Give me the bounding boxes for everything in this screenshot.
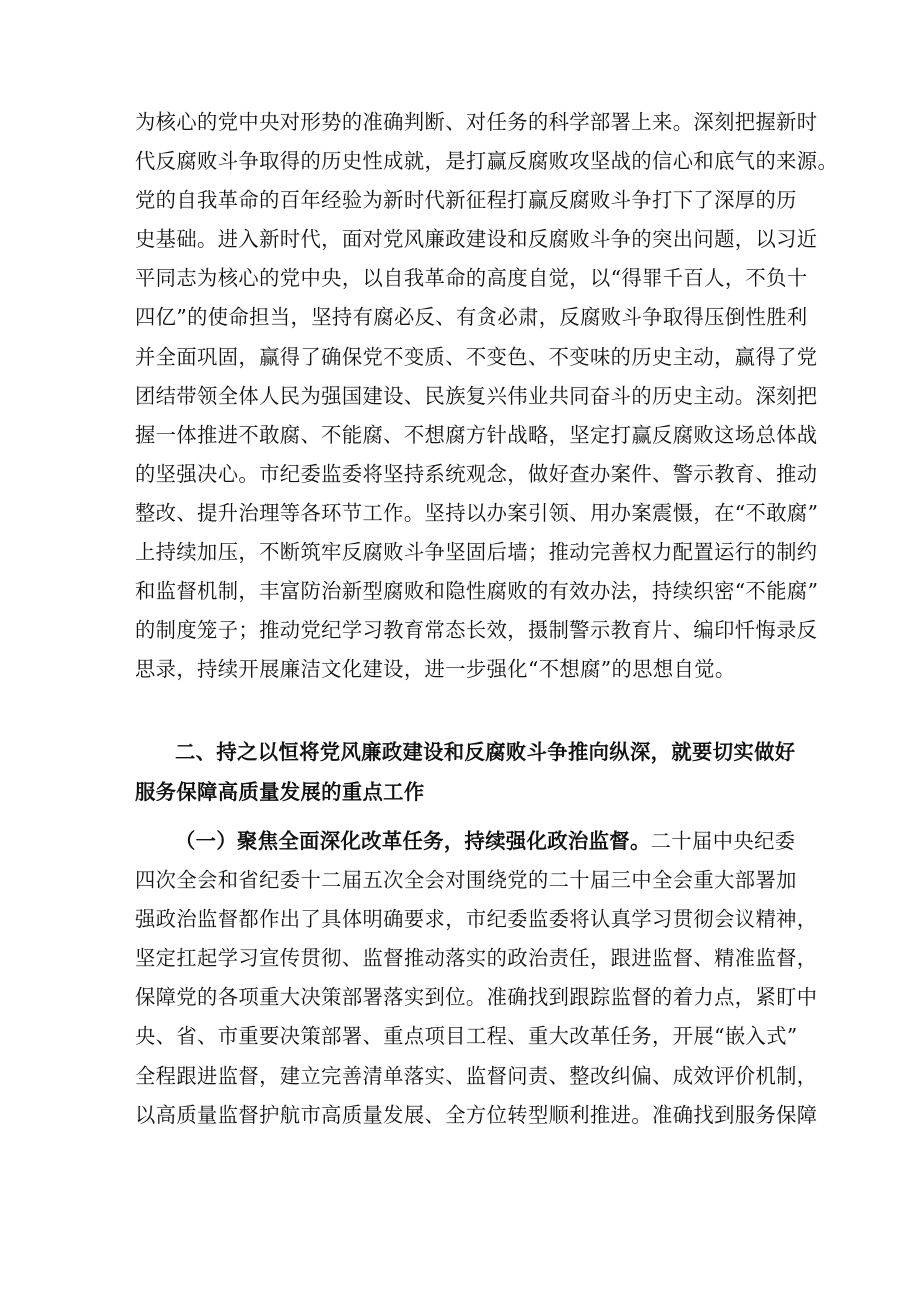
paragraph-line: 的坚强决心。市纪委监委将坚持系统观念，做好查办案件、警示教育、推动	[135, 461, 818, 486]
section-heading-line: 二、持之以恒将党风廉政建设和反腐败斗争推向纵深，就要切实做好	[175, 740, 796, 764]
section-heading-line: 服务保障高质量发展的重点工作	[135, 780, 425, 804]
paragraph-line: 并全面巩固，赢得了确保党不变质、不变色、不变味的历史主动，赢得了党	[135, 344, 818, 369]
paragraph-1	[135, 103, 839, 689]
paragraph-line: 保障党的各项重大决策部署落实到位。准确找到跟踪监督的着力点，紧盯中	[135, 985, 818, 1010]
paragraph-line: 以高质量监督护航市高质量发展、全方位转型顺利推进。准确找到服务保障	[135, 1102, 818, 1127]
paragraph-line: 代反腐败斗争取得的历史性成就，是打赢反腐败攻坚战的信心和底气的来源。	[135, 149, 839, 174]
paragraph-line: 强政治监督都作出了具体明确要求，市纪委监委将认真学习贯彻会议精神，	[135, 907, 818, 932]
paragraph-line: 握一体推进不敢腐、不能腐、不想腐方针战略，坚定打赢反腐败这场总体战	[135, 422, 818, 447]
paragraph-line: 史基础。进入新时代，面对党风廉政建设和反腐败斗争的突出问题，以习近	[135, 227, 818, 252]
paragraph-first-line	[135, 822, 795, 861]
paragraph-line: 党的自我革命的百年经验为新时代新征程打赢反腐败斗争打下了深厚的历	[135, 188, 797, 213]
paragraph-line: 全程跟进监督，建立完善清单落实、监督问责、整改纠偏、成效评价机制，	[135, 1063, 818, 1088]
paragraph-line: 上持续加压，不断筑牢反腐败斗争坚固后墙；推动完善权力配置运行的制约	[135, 540, 818, 565]
paragraph-first-line-rest: 二十届中央纪委	[650, 829, 796, 853]
paragraph-line: 的制度笼子；推动党纪学习教育常态长效，摄制警示教育片、编印忏悔录反	[135, 618, 818, 643]
paragraph-line: 央、省、市重要决策部署、重点项目工程、重大改革任务，开展“嵌入式”	[135, 1024, 798, 1049]
section-heading	[135, 732, 795, 812]
paragraph-line: 四次全会和省纪委十二届五次全会对围绕党的二十届三中全会重大部署加	[135, 868, 797, 893]
paragraph-line: 团结带领全体人民为强国建设、民族复兴伟业共同奋斗的历史主动。深刻把	[135, 383, 818, 408]
paragraph-line: 和监督机制，丰富防治新型腐败和隐性腐败的有效办法，持续织密“不能腐”	[135, 579, 819, 604]
paragraph-2	[135, 822, 818, 1135]
paragraph-line: 四亿”的使命担当，坚持有腐必反、有贪必肃，反腐败斗争取得压倒性胜利	[135, 305, 808, 330]
subheading: （一）聚焦全面深化改革任务，持续强化政治监督。	[175, 829, 651, 853]
paragraph-line: 为核心的党中央对形势的准确判断、对任务的科学部署上来。深刻把握新时	[135, 110, 818, 134]
paragraph-line: 整改、提升治理等各环节工作。坚持以办案引领、用办案震慑，在“不敢腐”	[135, 500, 819, 525]
paragraph-line: 思录，持续开展廉洁文化建设，进一步强化“不想腐”的思想自觉。	[135, 657, 736, 682]
paragraph-line: 平同志为核心的党中央，以自我革命的高度自觉，以“得罪千百人，不负十	[135, 266, 808, 291]
paragraph-line: 坚定扛起学习宣传贯彻、监督推动落实的政治责任，跟进监督、精准监督，	[135, 946, 818, 971]
